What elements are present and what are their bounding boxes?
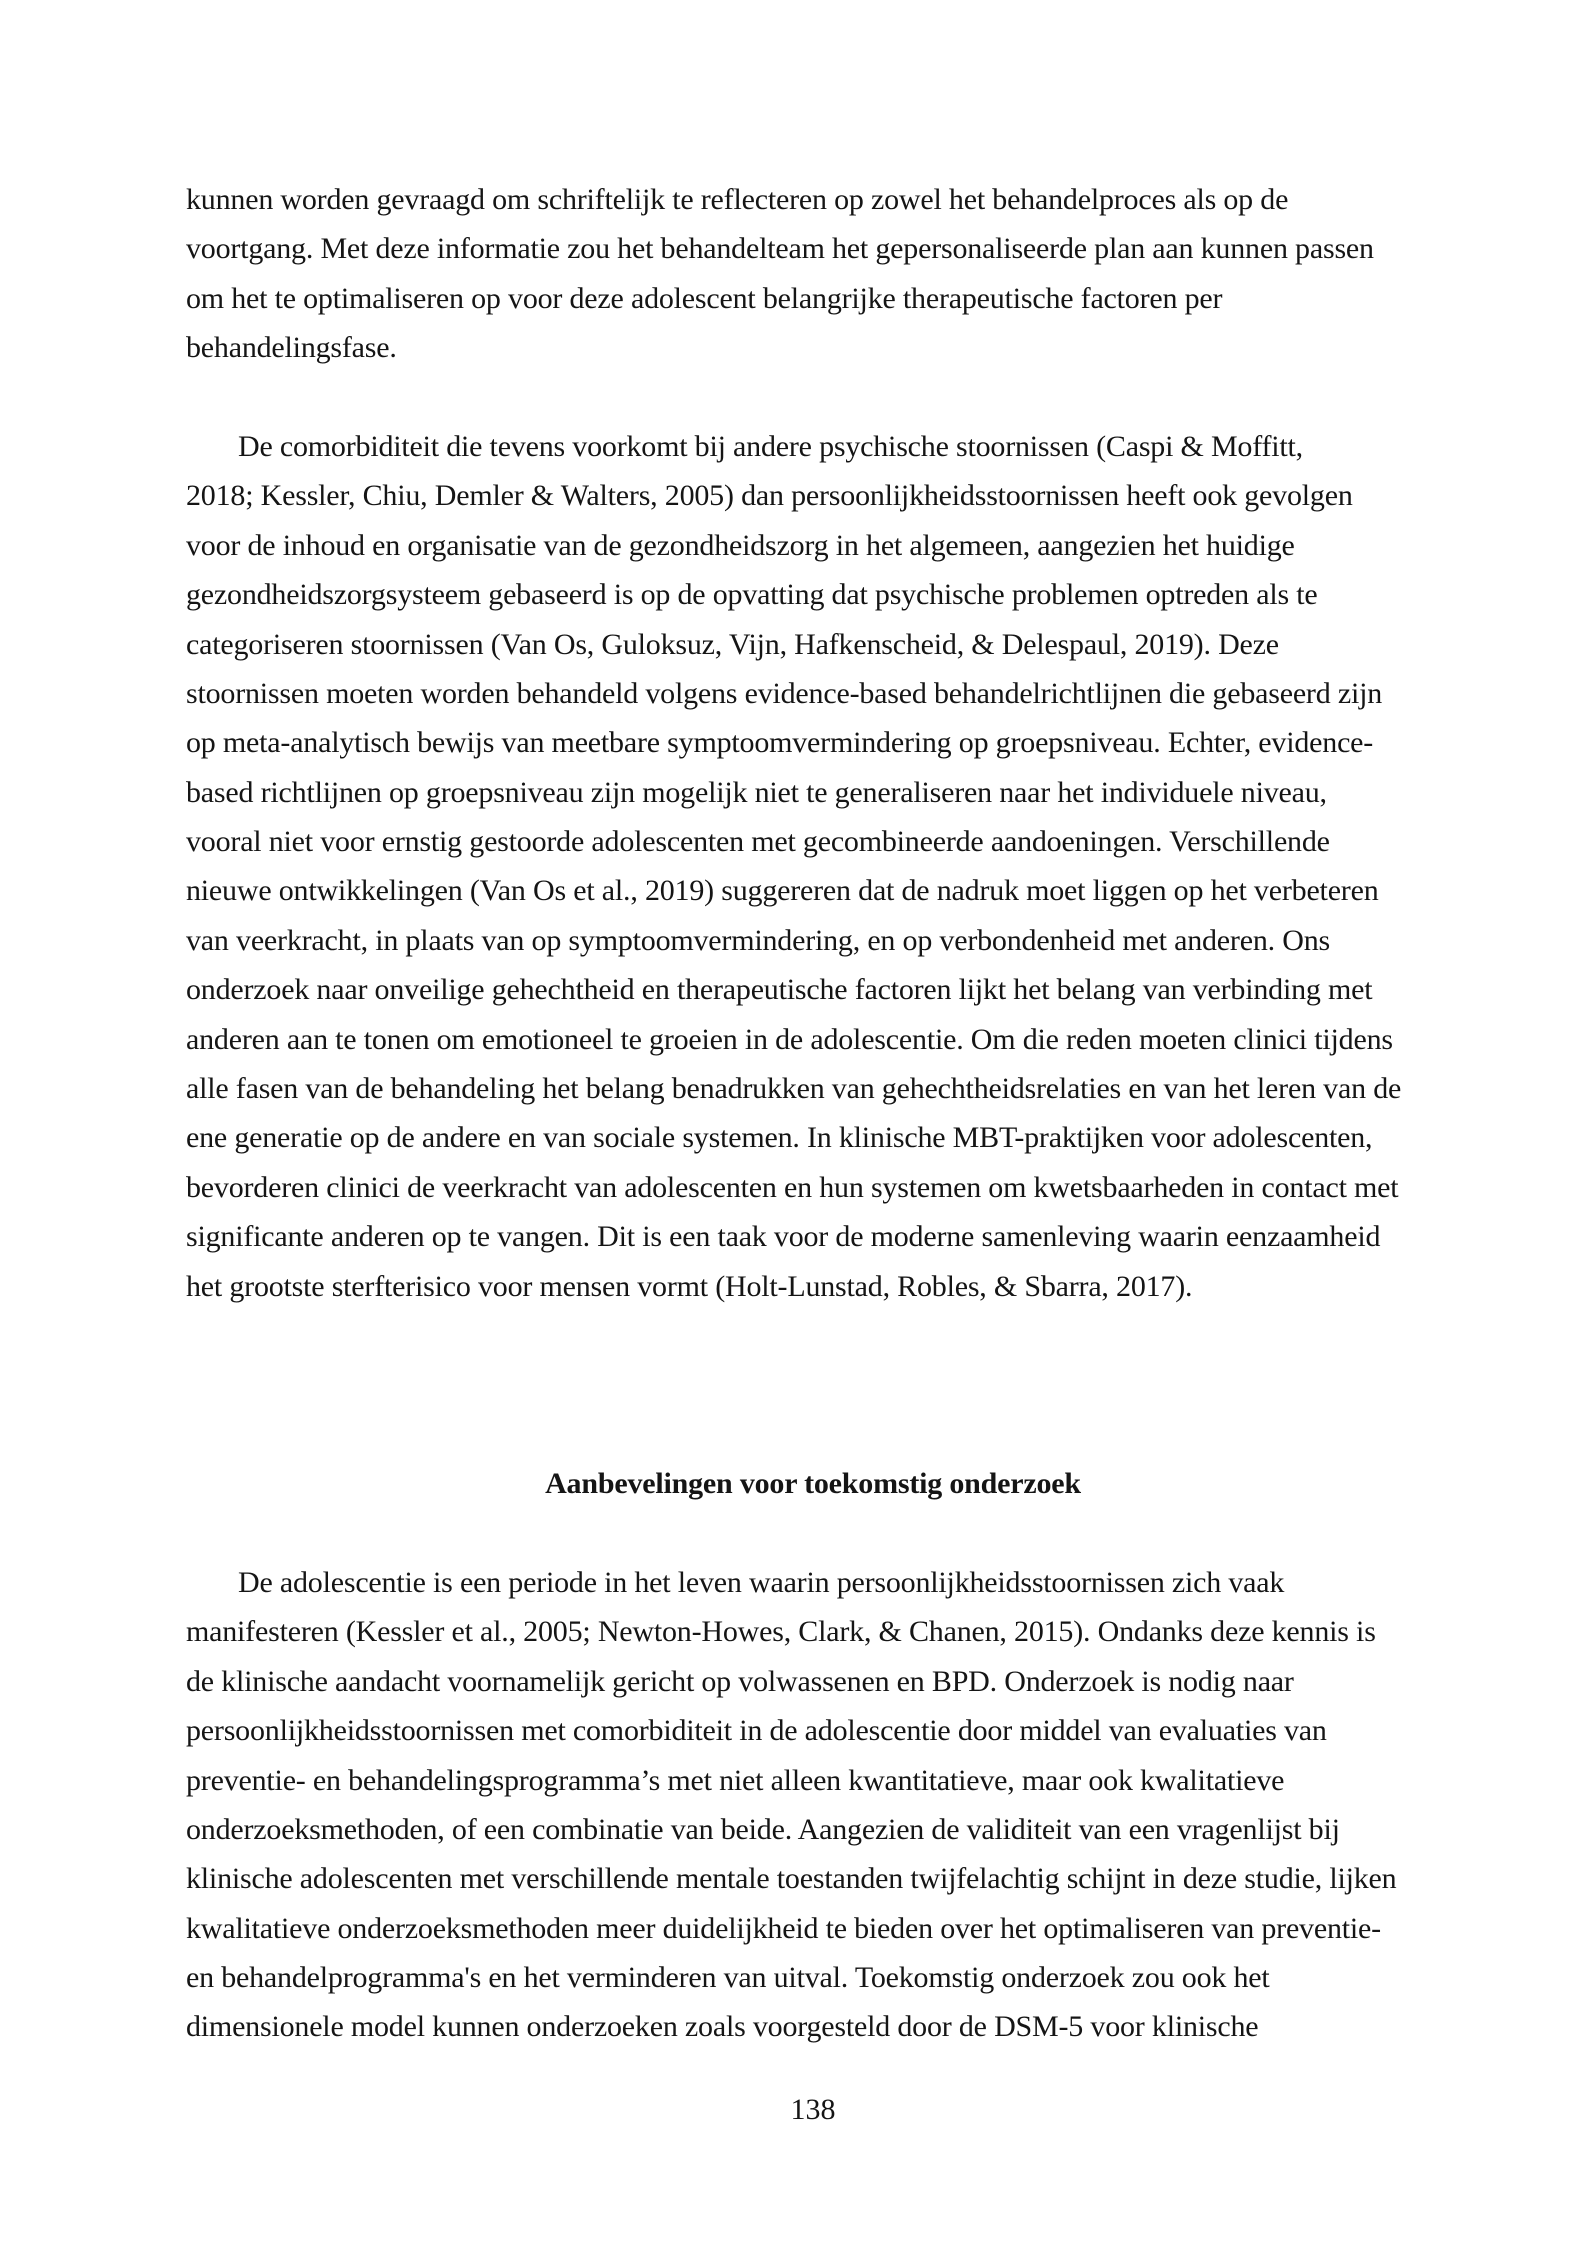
page-number: 138 <box>790 2093 836 2126</box>
text-line: en behandelprogramma's en het verminderen van uitval. Toekomstig onderzoek zou ook het <box>186 1961 1270 1995</box>
text-line: van veerkracht, in plaats van op symptoomvermindering, en op verbondenheid met anderen. Ons <box>186 923 1330 957</box>
text-line: op meta-analytisch bewijs van meetbare symptoomvermindering op groepsniveau. Echter, evidence- <box>186 726 1374 760</box>
text-line: preventie- en behandelingsprogramma’s met niet alleen kwantitatieve, maar ook kwalitatieve <box>186 1763 1285 1797</box>
text-line: based richtlijnen op groepsniveau zijn mogelijk niet te generaliseren naar het individuele niveau, <box>186 775 1327 809</box>
text-line: manifesteren (Kessler et al., 2005; Newton-Howes, Clark, & Chanen, 2015). Ondanks deze kennis is <box>186 1615 1376 1649</box>
text-line: significante anderen op te vangen. Dit is een taak voor de moderne samenleving waarin eenzaamheid <box>186 1220 1381 1254</box>
text-line: onderzoek naar onveilige gehechtheid en therapeutische factoren lijkt het belang van verbinding met <box>186 973 1373 1007</box>
text-line: voor de inhoud en organisatie van de gezondheidszorg in het algemeen, aangezien het huidige <box>186 528 1295 562</box>
section-spacer <box>186 1311 1440 1459</box>
text-line: vooral niet voor ernstig gestoorde adolescenten met gecombineerde aandoeningen. Verschillende <box>186 825 1330 859</box>
text-line: kunnen worden gevraagd om schriftelijk te reflecteren op zowel het behandelproces als op de <box>186 183 1289 216</box>
paragraph-spacer <box>186 373 1440 422</box>
text-line: bevorderen clinici de veerkracht van adolescenten en hun systemen om kwetsbaarheden in contact met <box>186 1170 1399 1204</box>
text-line: de klinische aandacht voornamelijk gericht op volwassenen en BPD. Onderzoek is nodig naar <box>186 1664 1294 1698</box>
text-line: alle fasen van de behandeling het belang benadrukken van gehechtheidsrelaties en van het leren van de <box>186 1072 1402 1106</box>
text-line: stoornissen moeten worden behandeld volgens evidence-based behandelrichtlijnen die gebaseerd zijn <box>186 676 1383 710</box>
text-line: De adolescentie is een periode in het leven waarin persoonlijkheidsstoornissen zich vaak <box>238 1565 1285 1599</box>
section-heading: Aanbevelingen voor toekomstig onderzoek <box>545 1467 1081 1501</box>
text-line: gezondheidszorgsysteem gebaseerd is op de opvatting dat psychische problemen optreden als te <box>186 578 1318 612</box>
text-line: behandelingsfase. <box>186 331 397 365</box>
text-line: 2018; Kessler, Chiu, Demler & Walters, 2005) dan persoonlijkheidsstoornissen heeft ook gevolgen <box>186 479 1353 513</box>
text-line: onderzoeksmethoden, of een combinatie van beide. Aangezien de validiteit van een vragenlijst bij <box>186 1812 1340 1846</box>
paragraph-spacer <box>186 1509 1440 1558</box>
text-line: het grootste sterfterisico voor mensen vormt (Holt-Lunstad, Robles, & Sbarra, 2017). <box>186 1269 1193 1303</box>
text-line: persoonlijkheidsstoornissen met comorbiditeit in de adolescentie door middel van evaluaties van <box>186 1714 1327 1748</box>
text-block <box>186 175 1440 2052</box>
text-line: voortgang. Met deze informatie zou het behandelteam het gepersonaliseerde plan aan kunnen passen <box>186 232 1374 266</box>
text-line: ene generatie op de andere en van sociale systemen. In klinische MBT-praktijken voor adolescenten, <box>186 1121 1373 1155</box>
text-line: nieuwe ontwikkelingen (Van Os et al., 2019) suggereren dat de nadruk moet liggen op het verbeteren <box>186 874 1379 908</box>
text-line: om het te optimaliseren op voor deze adolescent belangrijke therapeutische factoren per <box>186 281 1223 315</box>
page-footer <box>186 2085 1440 2134</box>
text-line: De comorbiditeit die tevens voorkomt bij andere psychische stoornissen (Caspi & Moffitt, <box>238 429 1303 463</box>
text-line: anderen aan te tonen om emotioneel te groeien in de adolescentie. Om die reden moeten clinici tijdens <box>186 1022 1393 1056</box>
text-line: categoriseren stoornissen (Van Os, Guloksuz, Vijn, Hafkenscheid, & Delespaul, 2019). Deze <box>186 627 1279 661</box>
paragraph-3 <box>186 1558 1440 2052</box>
paragraph-1 <box>186 175 1440 373</box>
paragraph-2 <box>186 422 1440 1311</box>
text-line: dimensionele model kunnen onderzoeken zoals voorgesteld door de DSM-5 voor klinische <box>186 2010 1259 2044</box>
text-line: kwalitatieve onderzoeksmethoden meer duidelijkheid te bieden over het optimaliseren van preventie- <box>186 1911 1381 1945</box>
text-line: klinische adolescenten met verschillende mentale toestanden twijfelachtig schijnt in deze studie, lijken <box>186 1862 1397 1896</box>
